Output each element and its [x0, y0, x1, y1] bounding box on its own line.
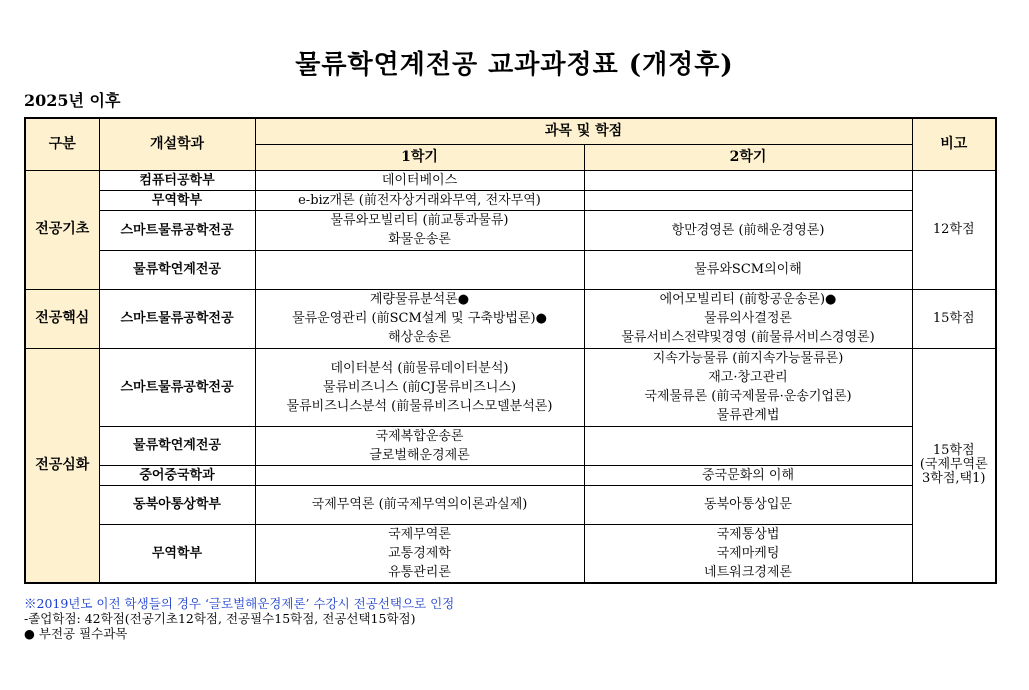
dept-cell: 스마트물류공학전공 — [99, 348, 255, 426]
note-graduation-credits: -졸업학점: 42학점(전공기초12학점, 전공필수15학점, 전공선택15학점) — [24, 611, 416, 626]
sem1-cell — [255, 485, 584, 524]
sem1-cell — [255, 426, 584, 465]
sem2-cell — [584, 348, 912, 426]
course-name: 물류의사결정론 — [704, 311, 792, 326]
header-remarks: 비고 — [912, 118, 996, 170]
category-core: 전공핵심 — [25, 289, 99, 348]
course-name: 국제통상법 — [716, 526, 780, 542]
course-name: 계량물류분석론● — [369, 292, 470, 307]
header-category: 구분 — [25, 118, 99, 170]
sem2-cell — [584, 524, 912, 583]
dept-cell: 무역학부 — [99, 524, 255, 583]
sem1-cell — [255, 170, 584, 190]
footnotes — [24, 596, 454, 641]
category-basic: 전공기초 — [25, 170, 99, 289]
course-name: 재고·창고관리 — [708, 370, 788, 385]
course-name: 물류운영관리 (前SCM설계 및 구축방법론)● — [292, 311, 547, 326]
remark-line: 15학점 — [932, 443, 975, 459]
dept-cell: 스마트물류공학전공 — [99, 210, 255, 250]
note-minor-required: ● 부전공 필수과목 — [24, 626, 128, 641]
sem2-cell — [584, 190, 912, 210]
course-name: 국제물류론 (前국제물류·운송기업론) — [644, 389, 852, 404]
course-name: 글로벌해운경제론 — [369, 447, 470, 463]
header-department: 개설학과 — [99, 118, 255, 170]
course-name: 에어모빌리티 (前항공운송론)● — [659, 292, 837, 307]
course-name: 교통경제학 — [388, 545, 451, 561]
sem1-cell — [255, 289, 584, 348]
course-name: 화물운송론 — [388, 232, 451, 247]
dept-cell: 스마트물류공학전공 — [99, 289, 255, 348]
header-semester-2: 2학기 — [584, 144, 912, 170]
remark-basic: 12학점 — [912, 170, 996, 289]
note-recognition: ※2019년도 이전 학생들의 경우 ‘글로벌해운경제론’ 수강시 전공선택으로 인정 — [24, 596, 455, 611]
remark-core: 15학점 — [912, 289, 996, 348]
category-advanced: 전공심화 — [25, 348, 99, 583]
remark-line: (국제무역론 — [919, 457, 988, 473]
course-name: 유통관리론 — [388, 564, 451, 580]
course-name: 물류비즈니스분석 (前물류비즈니스모델분석론) — [286, 398, 553, 414]
page-title: 물류학연계전공 교과과정표 (개정후) — [295, 50, 734, 80]
course-name: 해상운송론 — [388, 330, 451, 345]
course-name: e-biz개론 (前전자상거래와무역, 전자무역) — [298, 192, 541, 208]
sem1-cell — [255, 210, 584, 250]
course-name: 동북아통상입문 — [704, 497, 792, 512]
course-name: 항만경영론 (前해운경영론) — [671, 222, 825, 238]
header-semester-1: 1학기 — [255, 144, 584, 170]
course-name: 네트워크경제론 — [704, 564, 792, 580]
dept-cell: 물류학연계전공 — [99, 426, 255, 465]
dept-cell: 동북아통상학부 — [99, 485, 255, 524]
course-name: 국제무역론 (前국제무역의이론과실제) — [311, 497, 528, 512]
course-name: 데이터베이스 — [381, 172, 458, 188]
sem1-cell — [255, 190, 584, 210]
remark-line: 3학점,택1) — [922, 471, 986, 487]
sem2-cell — [584, 210, 912, 250]
course-name: 물류와모빌리티 (前교통과물류) — [330, 213, 509, 228]
sem2-cell — [584, 289, 912, 348]
effective-year: 2025년 이후 — [24, 91, 121, 110]
course-name: 국제무역론 — [388, 526, 451, 542]
dept-cell: 무역학부 — [99, 190, 255, 210]
course-name: 물류관계법 — [716, 408, 780, 423]
dept-cell: 물류학연계전공 — [99, 250, 255, 289]
sem2-cell — [584, 170, 912, 190]
sem1-cell — [255, 250, 584, 289]
dept-cell: 중어중국학과 — [99, 465, 255, 485]
sem2-cell — [584, 465, 912, 485]
sem2-cell — [584, 250, 912, 289]
course-name: 지속가능물류 (前지속가능물류론) — [652, 351, 844, 366]
course-name: 물류와SCM의이해 — [694, 262, 802, 277]
course-name: 물류서비스전략및경영 (前물류서비스경영론) — [621, 330, 875, 345]
sem2-cell — [584, 426, 912, 465]
course-name: 국제마케팅 — [716, 545, 780, 561]
sem1-cell — [255, 524, 584, 583]
course-name: 물류비즈니스 (前CJ물류비즈니스) — [322, 379, 517, 395]
course-name: 데이터분석 (前물류데이터분석) — [330, 360, 509, 376]
header-courses-credits: 과목 및 학점 — [255, 118, 912, 144]
course-name: 중국문화의 이해 — [701, 467, 795, 483]
sem1-cell — [255, 465, 584, 485]
course-name: 국제복합운송론 — [375, 428, 464, 444]
curriculum-table — [24, 117, 997, 584]
dept-cell: 컴퓨터공학부 — [99, 170, 255, 190]
remark-advanced — [912, 348, 996, 583]
sem1-cell — [255, 348, 584, 426]
sem2-cell — [584, 485, 912, 524]
